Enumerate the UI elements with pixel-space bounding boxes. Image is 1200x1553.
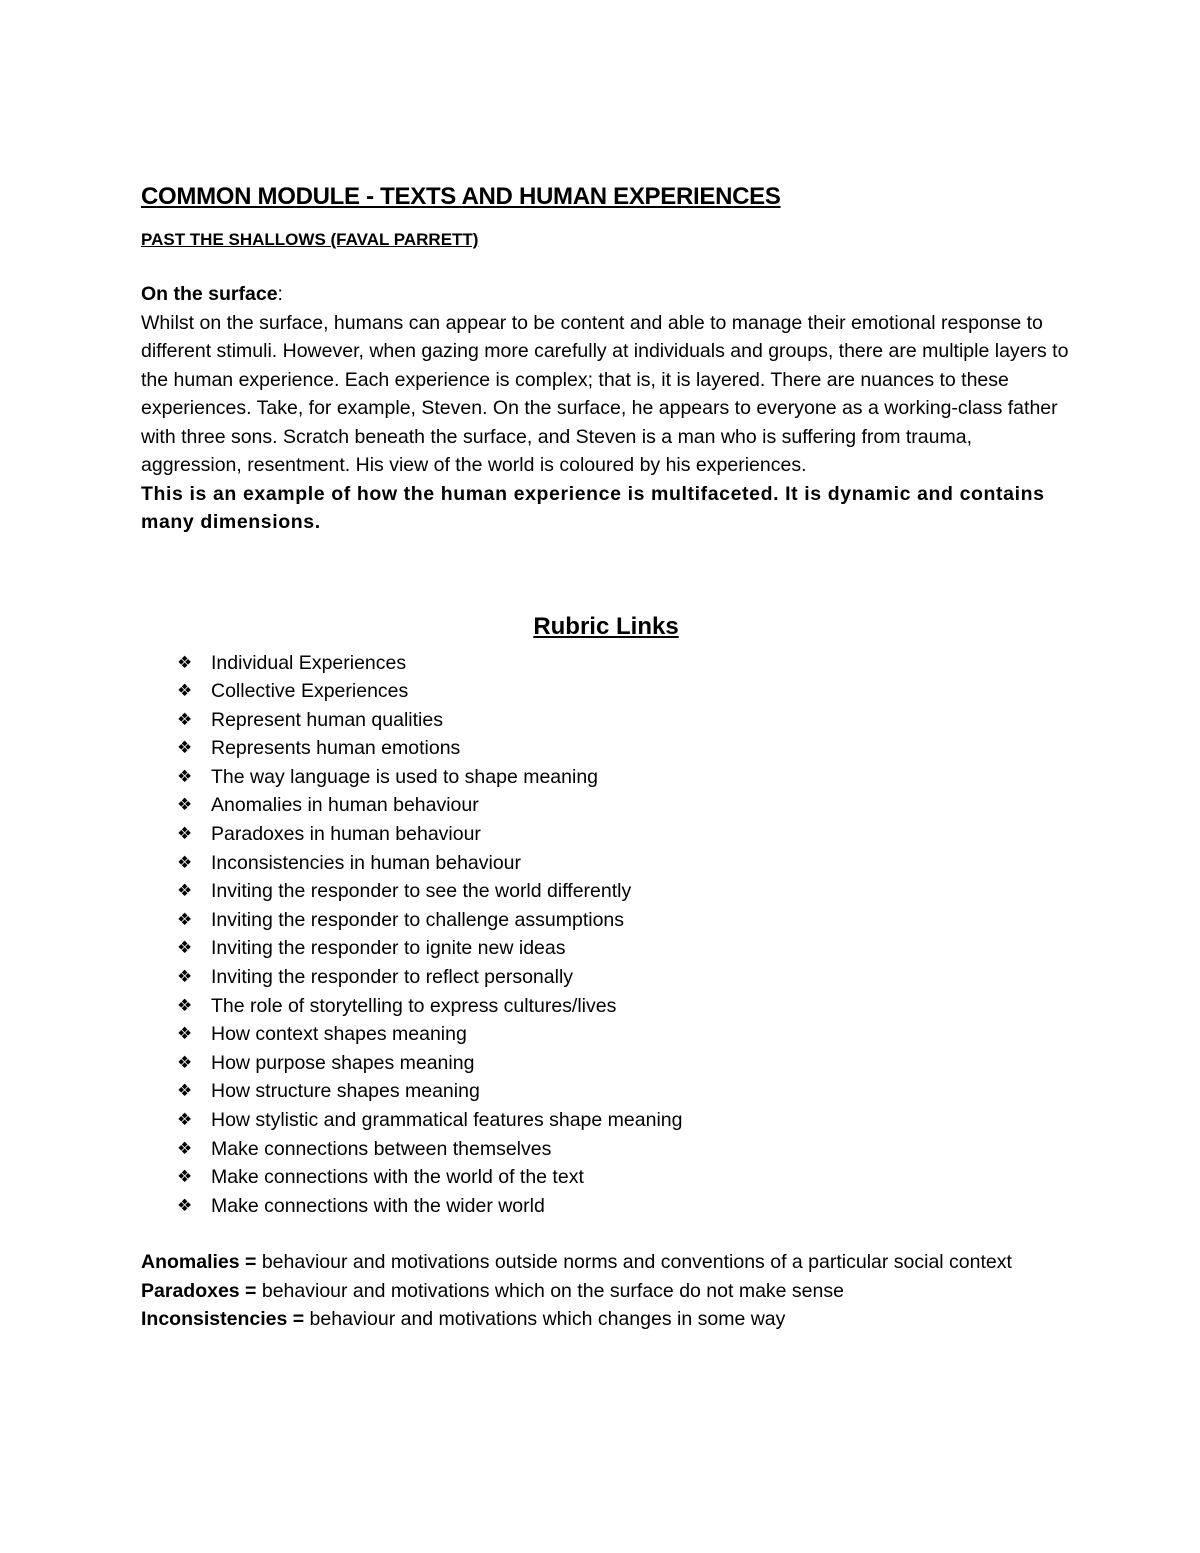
list-item	[141, 1077, 1071, 1106]
surface-emphasis: This is an example of how the human experience is multifaceted. It is dynamic and contains many dimensions.	[141, 482, 1045, 533]
list-item-label: How context shapes meaning	[211, 1023, 467, 1046]
list-item-label: How stylistic and grammatical features shape meaning	[211, 1109, 683, 1131]
list-item-label: How purpose shapes meaning	[211, 1051, 475, 1074]
rubric-title: Rubric Links	[533, 612, 679, 640]
list-item	[141, 849, 1071, 878]
list-item	[141, 1135, 1071, 1164]
list-item	[141, 1106, 1071, 1135]
list-item	[141, 677, 1071, 706]
list-item-label: Individual Experiences	[211, 651, 407, 674]
diamond-bullet-icon: ❖	[177, 652, 193, 672]
diamond-bullet-icon: ❖	[177, 709, 193, 729]
list-item-label: Collective Experiences	[211, 680, 409, 703]
definition-term: Inconsistencies =	[141, 1308, 305, 1331]
list-item-label: Inconsistencies in human behaviour	[211, 851, 522, 874]
definition-row	[141, 1248, 1071, 1277]
rubric-list	[141, 649, 1071, 1221]
list-item	[141, 1192, 1071, 1221]
diamond-bullet-icon: ❖	[177, 1110, 193, 1129]
diamond-bullet-icon: ❖	[177, 1195, 193, 1215]
list-item	[141, 1020, 1071, 1049]
section-label-suffix: :	[277, 283, 283, 305]
diamond-bullet-icon: ❖	[177, 766, 193, 786]
list-item	[141, 734, 1071, 763]
list-item-label: Anomalies in human behaviour	[211, 794, 479, 817]
list-item-label: Paradoxes in human behaviour	[211, 823, 481, 846]
list-item-label: Inviting the responder to reflect personally	[211, 966, 574, 989]
list-item	[141, 934, 1071, 963]
list-item-label: Inviting the responder to ignite new ideas	[211, 937, 566, 960]
list-item-label: Inviting the responder to see the world differently	[211, 880, 632, 903]
document-page	[141, 180, 1071, 1334]
list-item	[141, 1163, 1071, 1192]
definitions	[141, 1248, 1071, 1334]
diamond-bullet-icon: ❖	[177, 1052, 193, 1072]
diamond-bullet-icon: ❖	[177, 1167, 193, 1187]
diamond-bullet-icon: ❖	[177, 738, 193, 758]
definition-row	[141, 1277, 1071, 1306]
list-item-label: Make connections with the world of the text	[211, 1166, 584, 1189]
list-item-label: The way language is used to shape meaning	[211, 765, 599, 788]
diamond-bullet-icon: ❖	[177, 938, 193, 958]
list-item	[141, 649, 1071, 678]
list-item	[141, 706, 1071, 735]
definition-term: Paradoxes =	[141, 1279, 257, 1302]
definition-term: Anomalies =	[141, 1251, 257, 1274]
surface-section	[141, 280, 1071, 537]
definition-text: behaviour and motivations which changes in some way	[304, 1308, 786, 1331]
diamond-bullet-icon: ❖	[177, 1138, 193, 1158]
diamond-bullet-icon: ❖	[177, 852, 193, 872]
definition-text: behaviour and motivations which on the surface do not make sense	[256, 1279, 844, 1302]
list-item-label: Inviting the responder to challenge assumptions	[211, 908, 625, 931]
definition-row	[141, 1305, 1071, 1334]
list-item	[141, 877, 1071, 906]
diamond-bullet-icon: ❖	[177, 967, 193, 987]
list-item-label: The role of storytelling to express cultures/lives	[211, 994, 617, 1017]
diamond-bullet-icon: ❖	[177, 795, 193, 815]
diamond-bullet-icon: ❖	[177, 881, 193, 901]
diamond-bullet-icon: ❖	[177, 995, 193, 1015]
list-item	[141, 763, 1071, 792]
list-item-label: How structure shapes meaning	[211, 1080, 480, 1103]
list-item-label: Make connections between themselves	[211, 1137, 552, 1160]
list-item	[141, 963, 1071, 992]
list-item	[141, 906, 1071, 935]
definition-text: behaviour and motivations outside norms and conventions of a particular social context	[256, 1251, 1012, 1274]
list-item-label: Make connections with the wider world	[211, 1194, 545, 1217]
section-heading	[141, 280, 1071, 309]
list-item	[141, 992, 1071, 1021]
diamond-bullet-icon: ❖	[177, 1024, 193, 1044]
page-title: COMMON MODULE - TEXTS AND HUMAN EXPERIENCES	[141, 183, 781, 210]
list-item	[141, 1049, 1071, 1078]
diamond-bullet-icon: ❖	[177, 909, 193, 929]
diamond-bullet-icon: ❖	[177, 1081, 193, 1101]
surface-paragraph: Whilst on the surface, humans can appear to be content and able to manage their emotional response to different stimuli. However, when gazing more carefully at individuals and groups, there are multiple layers to the human experience. Each experience is complex; that is, it is layered. There are nuances to these experiences. Take, for example, Steven. On the surface, he appears to everyone as a working-class father with three sons. Scratch beneath the surface, and Steven is a man who is suffering from trauma, aggression, resentment. His view of the world is coloured by his experiences.	[141, 311, 1069, 476]
diamond-bullet-icon: ❖	[177, 681, 193, 701]
section-label: On the surface	[141, 283, 278, 305]
list-item	[141, 820, 1071, 849]
list-item-label: Represents human emotions	[211, 737, 461, 760]
list-item	[141, 791, 1071, 820]
diamond-bullet-icon: ❖	[177, 824, 193, 844]
text-subtitle: PAST THE SHALLOWS (FAVAL PARRETT)	[141, 230, 479, 249]
list-item-label: Represent human qualities	[211, 708, 443, 731]
